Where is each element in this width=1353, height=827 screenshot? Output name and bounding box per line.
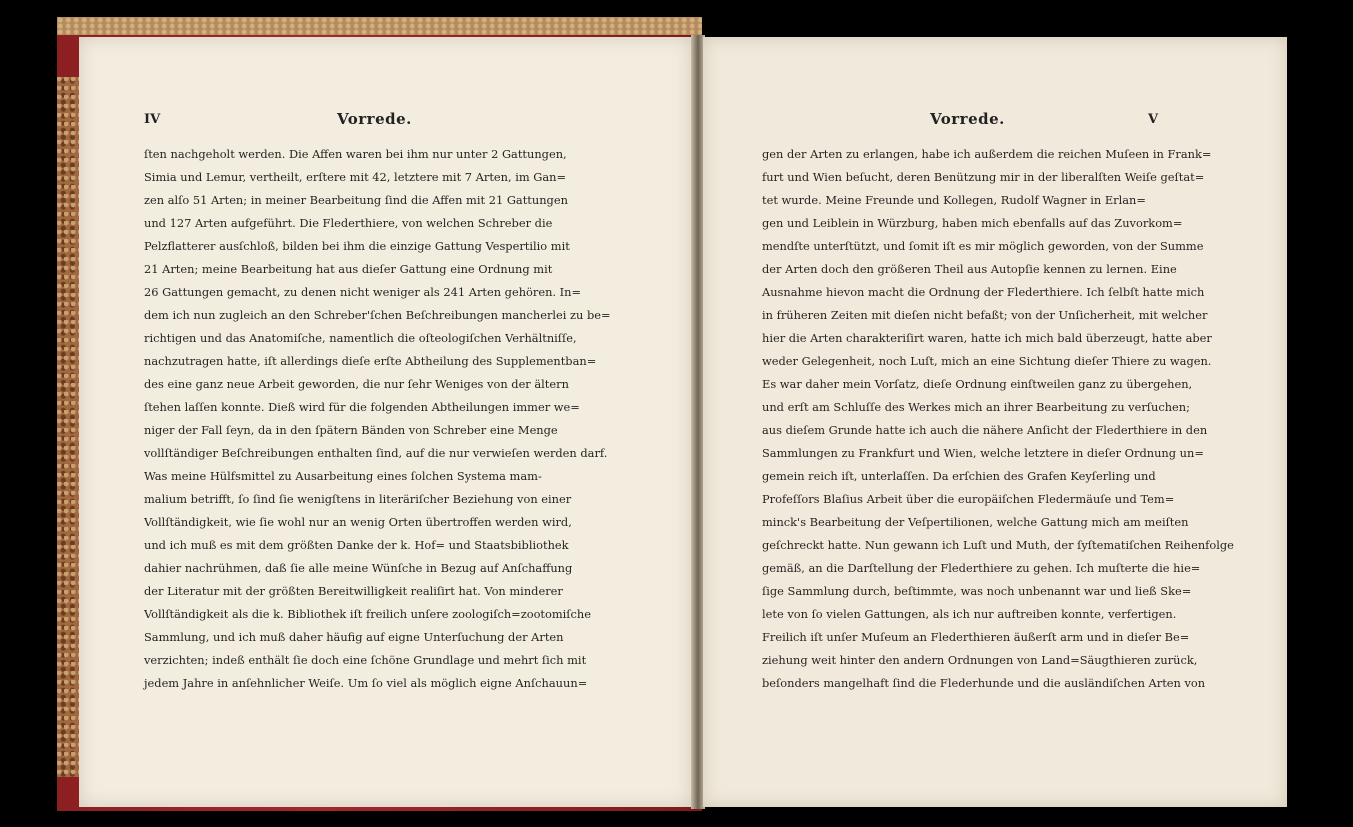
text-line: niger der Fall ſeyn, da in den ſpätern Bänden von Schreber eine Menge — [144, 423, 558, 437]
text-line: mendſte unterſtützt, und ſomit iſt es mir möglich geworden, von der Summe — [762, 239, 1204, 253]
text-line: malium betrifft, ſo ſind ſie wenigſtens in literäriſcher Beziehung von einer — [144, 492, 572, 506]
marbled-edge-left — [57, 77, 79, 777]
text-line: 21 Arten; meine Bearbeitung hat aus dieſer Gattung eine Ordnung mit — [144, 262, 553, 276]
text-line: Ausnahme hievon macht die Ordnung der Flederthiere. Ich ſelbſt hatte mich — [762, 285, 1205, 299]
text-line: Simia und Lemur, vertheilt, erſtere mit 42, letztere mit 7 Arten, im Gan= — [144, 170, 567, 184]
text-line: der Literatur mit der größten Bereitwilligkeit realiſirt hat. Von minderer — [144, 584, 563, 598]
text-line: furt und Wien beſucht, deren Benützung mir in der liberalſten Weiſe geſtat= — [762, 170, 1205, 184]
text-line: hier die Arten charakteriſirt waren, hatte ich mich bald überzeugt, hatte aber — [762, 331, 1212, 345]
text-line: Sammlung, und ich muß daher häufig auf eigne Unterſuchung der Arten — [144, 630, 564, 644]
text-line: tet wurde. Meine Freunde und Kollegen, Rudolf Wagner in Erlan= — [762, 193, 1146, 207]
text-line: Vollſtändigkeit als die k. Bibliothek iſt freilich unſere zoologiſch=zootomiſche — [144, 607, 591, 621]
text-line: ſten nachgeholt werden. Die Affen waren bei ihm nur unter 2 Gattungen, — [144, 147, 567, 161]
text-line: gen der Arten zu erlangen, habe ich außerdem die reichen Muſeen in Frank= — [762, 147, 1212, 161]
text-line: gemäß, an die Darſtellung der Flederthiere zu gehen. Ich muſterte die hie= — [762, 561, 1201, 575]
text-line: jedem Jahre in anſehnlicher Weiſe. Um ſo viel als möglich eigne Anſchauun= — [144, 676, 588, 690]
left-running-head: Vorrede. — [337, 110, 412, 128]
text-line: vollſtändiger Beſchreibungen enthalten ſind, auf die nur verwieſen werden darf. — [144, 446, 608, 460]
text-line: gemein reich iſt, unterlaſſen. Da erſchien des Grafen Keyſerling und — [762, 469, 1156, 483]
text-line: zen alſo 51 Arten; in meiner Bearbeitung ſind die Affen mit 21 Gattungen — [144, 193, 568, 207]
text-line: richtigen und das Anatomiſche, namentlich die oſteologiſchen Verhältniſſe, — [144, 331, 577, 345]
text-line: ſtehen laſſen konnte. Dieß wird für die folgenden Abtheilungen immer we= — [144, 400, 580, 414]
text-line: 26 Gattungen gemacht, zu denen nicht weniger als 241 Arten gehören. In= — [144, 285, 582, 299]
text-line: dahier nachrühmen, daß ſie alle meine Wünſche in Bezug auf Anſchaffung — [144, 561, 573, 575]
text-line: minck's Bearbeitung der Veſpertilionen, welche Gattung mich am meiſten — [762, 515, 1189, 529]
text-line: Was meine Hülfsmittel zu Ausarbeitung eines ſolchen Systema mam- — [144, 469, 542, 483]
left-page-text — [144, 143, 611, 695]
text-line: weder Gelegenheit, noch Luſt, mich an eine Sichtung dieſer Thiere zu wagen. — [762, 354, 1212, 368]
text-line: und 127 Arten aufgeführt. Die Flederthiere, von welchen Schreber die — [144, 216, 553, 230]
text-line: und erſt am Schluſſe des Werkes mich an ihrer Bearbeitung zu verſuchen; — [762, 400, 1190, 414]
text-line: nachzutragen hatte, iſt allerdings dieſe erſte Abtheilung des Supplementban= — [144, 354, 597, 368]
right-running-head: Vorrede. — [930, 110, 1005, 128]
text-line: gen und Leiblein in Würzburg, haben mich ebenfalls auf das Zuvorkom= — [762, 216, 1183, 230]
text-line: in früheren Zeiten mit dieſen nicht befaßt; von der Unſicherheit, mit welcher — [762, 308, 1208, 322]
right-page-number: V — [1148, 112, 1159, 127]
right-page-text — [762, 143, 1234, 695]
marbled-edge-top — [57, 17, 702, 35]
text-line: aus dieſem Grunde hatte ich auch die nähere Anſicht der Flederthiere in den — [762, 423, 1208, 437]
text-line: Sammlungen zu Frankfurt und Wien, welche letztere in dieſer Ordnung un= — [762, 446, 1204, 460]
text-line: ſige Sammlung durch, beſtimmte, was noch unbenannt war und ließ Ske= — [762, 584, 1192, 598]
text-line: und ich muß es mit dem größten Danke der k. Hof= und Staatsbibliothek — [144, 538, 569, 552]
text-line: beſonders mangelhaft ſind die Flederhunde und die ausländiſchen Arten von — [762, 676, 1206, 690]
text-line: der Arten doch den größeren Theil aus Autopſie kennen zu lernen. Eine — [762, 262, 1177, 276]
left-page-number: IV — [144, 112, 161, 127]
text-line: dem ich nun zugleich an den Schreber'ſchen Beſchreibungen mancherlei zu be= — [144, 308, 611, 322]
text-line: Profeſſors Blaſius Arbeit über die europäiſchen Fledermäuſe und Tem= — [762, 492, 1175, 506]
text-line: verzichten; indeß enthält ſie doch eine ſchöne Grundlage und mehrt ſich mit — [144, 653, 587, 667]
text-line: Vollſtändigkeit, wie ſie wohl nur an wenig Orten übertroffen werden wird, — [144, 515, 572, 529]
text-line: des eine ganz neue Arbeit geworden, die nur ſehr Weniges von der ältern — [144, 377, 569, 391]
text-line: Es war daher mein Vorſatz, dieſe Ordnung einſtweilen ganz zu übergehen, — [762, 377, 1193, 391]
text-line: Freilich iſt unſer Muſeum an Flederthieren äußerſt arm und in dieſer Be= — [762, 630, 1190, 644]
text-line: ziehung weit hinter den andern Ordnungen von Land=Säugthieren zurück, — [762, 653, 1198, 667]
text-line: Pelzflatterer ausſchloß, bilden bei ihm die einzige Gattung Vespertilio mit — [144, 239, 570, 253]
text-line: geſchreckt hatte. Nun gewann ich Luſt und Muth, der ſyſtematiſchen Reihenfolge — [762, 538, 1234, 552]
text-line: lete von ſo vielen Gattungen, als ich nur auftreiben konnte, verfertigen. — [762, 607, 1177, 621]
